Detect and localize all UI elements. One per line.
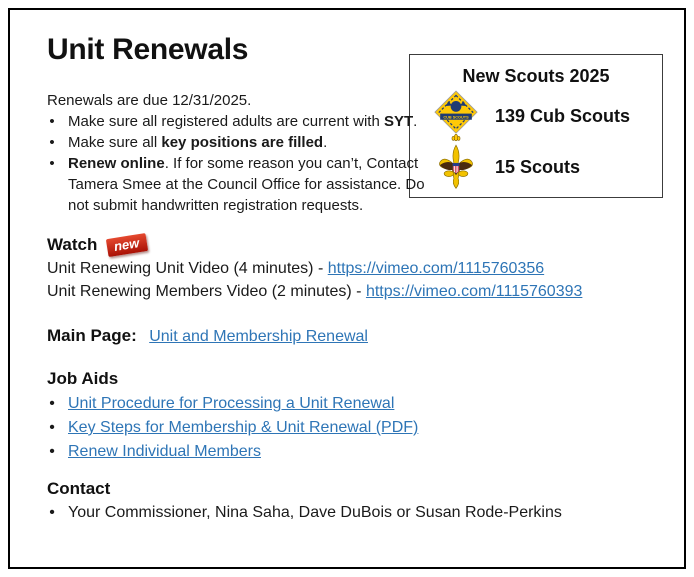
watch-section-header	[47, 233, 667, 257]
list-item: • Make sure all key positions are filled.	[47, 132, 439, 153]
video-link-members[interactable]: https://vimeo.com/1115760393	[365, 283, 583, 300]
bullet-bold-text: key positions are filled	[161, 134, 324, 151]
bullet-dot: •	[49, 395, 55, 412]
job-aids-section	[47, 369, 667, 464]
list-item: • Make sure all registered adults are current with SYT.	[47, 111, 439, 132]
scouts-count: 15 Scouts	[495, 156, 581, 177]
list-item: • Renew online. If for some reason you can’t, Contact Tamera Smee at the Council Office for assistance. Do not submit handwritten registration requests.	[47, 153, 439, 216]
video-link-unit[interactable]: https://vimeo.com/1115760356	[327, 260, 545, 277]
list-item	[47, 440, 667, 464]
video-label: Unit Renewing Unit Video (4 minutes) -	[47, 260, 328, 277]
list-item	[47, 416, 667, 440]
bullet-dot: •	[49, 155, 55, 172]
main-page-label: Main Page:	[47, 326, 137, 345]
new-badge-icon: new	[106, 233, 149, 257]
bullet-dot: •	[49, 443, 55, 460]
job-aid-link-unit-procedure[interactable]: Unit Procedure for Processing a Unit Renewal	[68, 395, 395, 412]
new-scouts-title: New Scouts 2025	[462, 66, 610, 86]
video-line	[47, 280, 667, 303]
bullet-bold-text: Renew online	[68, 155, 165, 172]
page-title: Unit Renewals	[47, 33, 249, 66]
contact-line	[47, 501, 667, 524]
intro-text: Renewals are due 12/31/2025.	[47, 92, 252, 109]
bullet-bold-text: SYT	[383, 113, 414, 130]
renewal-bullet-list	[47, 111, 439, 216]
bullet-dot: •	[49, 113, 55, 130]
job-aid-link-key-steps[interactable]: Key Steps for Membership & Unit Renewal (PDF)	[68, 419, 419, 436]
job-aids-list	[47, 392, 667, 464]
video-label: Unit Renewing Members Video (2 minutes) -	[47, 283, 366, 300]
contact-heading: Contact	[47, 479, 111, 498]
main-page-link[interactable]: Unit and Membership Renewal	[149, 328, 368, 345]
video-line	[47, 257, 667, 280]
bullet-text: Make sure all registered adults are current with	[68, 113, 384, 130]
contact-text: Your Commissioner, Nina Saha, Dave DuBois or Susan Rode-Perkins	[68, 504, 562, 521]
slide-frame	[8, 8, 686, 569]
bullet-dot: •	[49, 504, 55, 521]
job-aids-heading: Job Aids	[47, 369, 119, 388]
bullet-text: Make sure all	[68, 134, 162, 151]
bullet-dot: •	[49, 419, 55, 436]
job-aid-link-renew-individual[interactable]: Renew Individual Members	[68, 443, 261, 460]
bullet-dot: •	[49, 134, 55, 151]
watch-heading: Watch	[47, 235, 98, 254]
cub-scouts-count: 139 Cub Scouts	[495, 105, 631, 126]
contact-section	[47, 479, 667, 524]
list-item	[47, 392, 667, 416]
main-page-line	[47, 325, 667, 348]
svg-text:CUB SCOUTS: CUB SCOUTS	[443, 115, 469, 120]
